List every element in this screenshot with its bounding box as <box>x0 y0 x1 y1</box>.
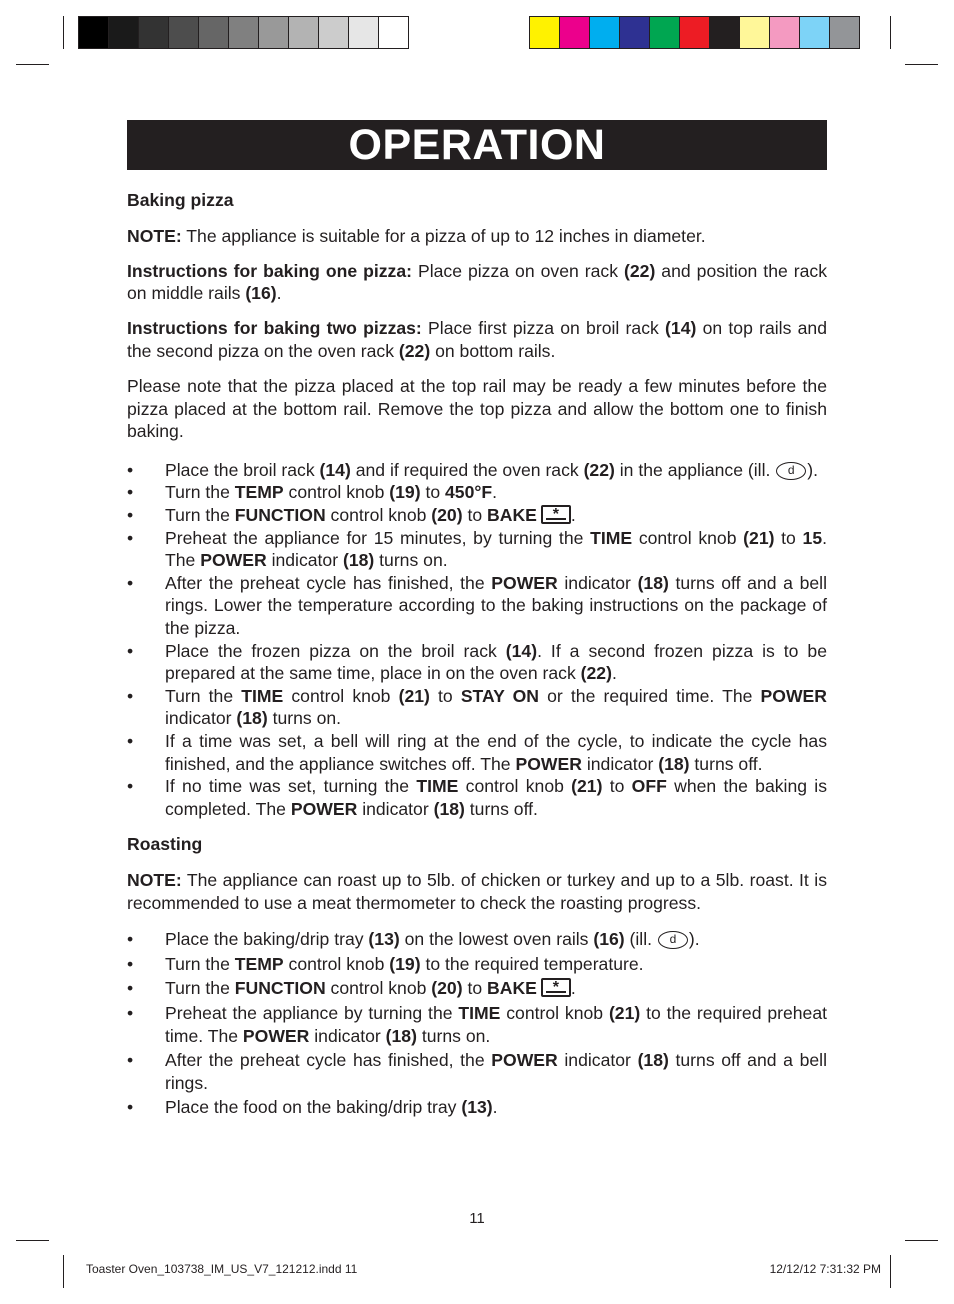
section-heading-baking-pizza: Baking pizza <box>127 190 234 210</box>
ref-number: (20) <box>431 505 463 526</box>
indicator-name: POWER <box>491 572 558 593</box>
indicator-name: POWER <box>491 1050 558 1071</box>
bullet: • <box>127 572 134 593</box>
text: to <box>429 685 461 706</box>
text: to <box>774 527 803 548</box>
two-pizzas-label: Instructions for baking two pizzas: <box>127 318 422 339</box>
ref-number: (21) <box>571 776 603 797</box>
text: indicator <box>557 572 638 593</box>
ref-number: (18) <box>637 1050 669 1071</box>
note-label: NOTE: <box>127 225 182 246</box>
indicator-name: POWER <box>242 1025 310 1046</box>
setting-value: 450°F <box>445 482 493 503</box>
grayscale-color-bar <box>78 16 409 49</box>
text: If no time was set, turning the <box>165 776 417 797</box>
ref-number: (18) <box>236 708 268 729</box>
text: turns off. <box>689 753 763 774</box>
text: turns off and a bell rings. <box>165 1050 827 1093</box>
text: when the baking is completed. The <box>165 776 827 819</box>
bake-icon <box>541 978 571 997</box>
ref-number: (19) <box>389 482 421 503</box>
note-paragraph <box>127 225 827 248</box>
text: to <box>420 482 446 503</box>
text: on bottom rails. <box>430 340 556 361</box>
bullet: • <box>127 776 134 797</box>
list-item <box>127 685 827 730</box>
roasting-note-paragraph <box>127 869 827 914</box>
knob-name: TEMP <box>234 953 284 974</box>
list-item <box>127 481 827 504</box>
text: Place the broil rack <box>165 459 320 480</box>
ref-number: (18) <box>658 753 690 774</box>
text: . <box>492 482 498 503</box>
text: control knob <box>632 527 744 548</box>
color-swatch <box>529 16 559 49</box>
color-swatch <box>649 16 679 49</box>
setting-value: BAKE <box>487 978 537 999</box>
bullet: • <box>127 730 134 751</box>
text: Place pizza on oven rack <box>411 260 625 281</box>
list-item <box>127 504 827 527</box>
text: control knob <box>458 776 572 797</box>
text: indicator <box>309 1025 386 1046</box>
text: Preheat the appliance for 15 minutes, by turning the <box>165 527 591 548</box>
color-swatch <box>739 16 769 49</box>
text: Place first pizza on broil rack <box>421 318 666 339</box>
text: to <box>462 978 488 999</box>
text: (ill. <box>624 929 657 950</box>
roasting-steps-list <box>127 928 827 1119</box>
ref-number: (14) <box>665 318 697 339</box>
list-item <box>127 977 827 1000</box>
color-swatch <box>198 16 228 49</box>
color-swatch <box>378 16 409 49</box>
ref-number: (18) <box>385 1025 417 1046</box>
text: Turn the <box>165 685 242 706</box>
text: . <box>611 663 617 684</box>
crop-mark <box>63 16 64 49</box>
ref-number: (21) <box>608 1002 641 1023</box>
text: to the required preheat time. The <box>165 1002 828 1046</box>
setting-value: 15 <box>802 527 823 548</box>
page-number: 11 <box>469 1210 485 1227</box>
list-item <box>127 1002 827 1047</box>
text: Turn the <box>165 505 235 526</box>
text: control knob <box>325 505 432 526</box>
knob-name: FUNCTION <box>234 978 326 999</box>
bullet: • <box>127 1097 134 1118</box>
color-swatch <box>559 16 589 49</box>
crop-mark <box>905 1240 938 1241</box>
text: indicator <box>557 1050 638 1071</box>
text: . <box>570 505 576 526</box>
indicator-name: POWER <box>515 753 582 774</box>
color-swatch <box>829 16 860 49</box>
text: turns on. <box>267 708 342 729</box>
text: . The <box>165 527 828 571</box>
text: control knob <box>283 685 399 706</box>
text: to <box>462 505 488 526</box>
text: control knob <box>283 953 390 974</box>
setting-value: STAY ON <box>460 685 540 706</box>
text: ). <box>807 459 819 480</box>
text: to <box>602 776 632 797</box>
please-note-paragraph: Please note that the pizza placed at the top rail may be ready a few minutes before the pizza placed at the bottom rail. Remove the top pizza and allow the bottom one to finish baking. <box>127 376 827 442</box>
ref-number: (18) <box>433 798 465 819</box>
knob-name: TIME <box>241 685 284 706</box>
color-swatch <box>228 16 258 49</box>
one-pizza-paragraph <box>127 260 827 305</box>
text: control knob <box>500 1002 609 1023</box>
knob-name: TEMP <box>234 482 284 503</box>
text: indicator <box>165 708 237 729</box>
bullet: • <box>127 929 134 950</box>
bake-icon <box>541 505 571 524</box>
crop-mark <box>63 1255 64 1288</box>
bullet: • <box>127 640 134 661</box>
text: on the lowest oven rails <box>399 929 594 950</box>
text: control knob <box>283 482 390 503</box>
text: . <box>570 978 576 999</box>
text: If a time was set, a bell will ring at the end of the cycle, to indicate the cycle has finished, and the appliance switches off. The <box>165 730 827 774</box>
ref-number: (22) <box>580 663 612 684</box>
color-swatch <box>318 16 348 49</box>
text: control knob <box>325 978 432 999</box>
crop-mark <box>890 1255 891 1288</box>
text: indicator <box>266 550 343 571</box>
color-swatch <box>288 16 318 49</box>
illustration-ref-icon: d <box>776 462 806 480</box>
knob-name: TIME <box>590 527 633 548</box>
ref-number: (16) <box>593 929 625 950</box>
bullet: • <box>127 459 134 480</box>
page-title: OPERATION <box>127 120 827 170</box>
color-swatch <box>138 16 168 49</box>
text: ). <box>688 929 700 950</box>
bullet: • <box>127 482 134 503</box>
list-item <box>127 572 827 640</box>
text: indicator <box>581 753 659 774</box>
text: Turn the <box>165 978 235 999</box>
text: turns on. <box>416 1025 491 1046</box>
text: Turn the <box>165 953 235 974</box>
ref-number: (14) <box>505 640 538 661</box>
color-swatch <box>679 16 709 49</box>
crop-mark <box>16 1240 49 1241</box>
list-item <box>127 775 827 820</box>
color-swatch <box>78 16 108 49</box>
two-pizzas-paragraph <box>127 317 827 362</box>
list-item <box>127 953 827 976</box>
color-swatch <box>769 16 799 49</box>
illustration-ref-icon: d <box>658 931 688 949</box>
knob-name: TIME <box>416 776 459 797</box>
list-item <box>127 1049 827 1094</box>
ref-number: (18) <box>637 572 669 593</box>
text: After the preheat cycle has finished, the <box>165 572 492 593</box>
color-swatch <box>799 16 829 49</box>
text: turns off. <box>464 798 538 819</box>
ref-number: (13) <box>368 929 400 950</box>
ref-number: (20) <box>431 978 463 999</box>
list-item <box>127 527 827 572</box>
ref-number: (19) <box>389 953 421 974</box>
text: indicator <box>357 798 434 819</box>
text: . If a second frozen pizza is to be prepared at the same time, place in on the oven rack <box>165 640 827 684</box>
text: and if required the oven rack <box>350 459 584 480</box>
ref-number: (22) <box>583 459 615 480</box>
main-content <box>127 189 827 1132</box>
color-swatch <box>348 16 378 49</box>
text: turns on. <box>374 550 448 571</box>
text: in the appliance (ill. <box>614 459 776 480</box>
bullet: • <box>127 1050 134 1071</box>
indicator-name: POWER <box>290 798 358 819</box>
color-swatch <box>619 16 649 49</box>
list-item <box>127 640 827 685</box>
text: Turn the <box>165 482 235 503</box>
color-swatch <box>258 16 288 49</box>
text: Place the baking/drip tray <box>165 929 369 950</box>
ref-number: (14) <box>319 459 351 480</box>
list-item <box>127 1096 827 1119</box>
setting-value: BAKE <box>487 505 537 526</box>
knob-name: FUNCTION <box>234 505 326 526</box>
indicator-name: POWER <box>200 550 267 571</box>
text: Preheat the appliance by turning the <box>165 1002 459 1023</box>
ref-number: (18) <box>342 550 375 571</box>
list-item <box>127 730 827 775</box>
ref-number: (22) <box>624 260 656 281</box>
bullet: • <box>127 953 134 974</box>
text: Place the food on the baking/drip tray <box>165 1097 462 1118</box>
text: After the preheat cycle has finished, the <box>165 1050 492 1071</box>
text: on top rails and the second pizza on the oven rack <box>127 318 827 361</box>
footer-timestamp: 12/12/12 7:31:32 PM <box>769 1262 881 1276</box>
text: or the required time. The <box>539 685 761 706</box>
color-swatch <box>108 16 138 49</box>
note-label: NOTE: <box>127 869 182 890</box>
crop-mark <box>890 16 891 49</box>
footer-file-slug: Toaster Oven_103738_IM_US_V7_121212.indd 11 <box>86 1262 358 1276</box>
knob-name: TIME <box>458 1002 501 1023</box>
bullet: • <box>127 527 134 548</box>
note-text: The appliance is suitable for a pizza of up to 12 inches in diameter. <box>181 225 706 246</box>
pizza-steps-list <box>127 459 827 821</box>
section-heading-roasting: Roasting <box>127 834 203 855</box>
crop-mark <box>16 64 49 65</box>
ref-number: (21) <box>743 527 775 548</box>
text: to the required temperature. <box>420 953 644 974</box>
ref-number: (21) <box>398 685 430 706</box>
text: Place the frozen pizza on the broil rack <box>165 640 506 661</box>
ref-number: (16) <box>245 283 277 304</box>
text: . <box>276 283 282 304</box>
bullet: • <box>127 505 134 526</box>
bullet: • <box>127 978 134 999</box>
ref-number: (22) <box>398 340 431 361</box>
one-pizza-label: Instructions for baking one pizza: <box>127 260 412 281</box>
setting-value: OFF <box>631 776 667 797</box>
text: turns off and a bell rings. Lower the temperature according to the baking instructions on the package of the pizza. <box>165 572 827 638</box>
text: . <box>492 1097 498 1118</box>
bullet: • <box>127 685 134 706</box>
ref-number: (13) <box>461 1097 493 1118</box>
indicator-name: POWER <box>760 685 827 706</box>
crop-mark <box>905 64 938 65</box>
bullet: • <box>127 1002 134 1023</box>
color-swatch <box>168 16 198 49</box>
note-text: The appliance can roast up to 5lb. of chicken or turkey and up to a 5lb. roast. It is recommended to use a meat thermometer to check the roasting progress. <box>127 869 827 913</box>
process-color-bar <box>529 16 860 49</box>
text: and position the rack on middle rails <box>127 260 827 304</box>
color-swatch <box>589 16 619 49</box>
list-item <box>127 459 827 482</box>
color-swatch <box>709 16 739 49</box>
list-item <box>127 928 827 951</box>
